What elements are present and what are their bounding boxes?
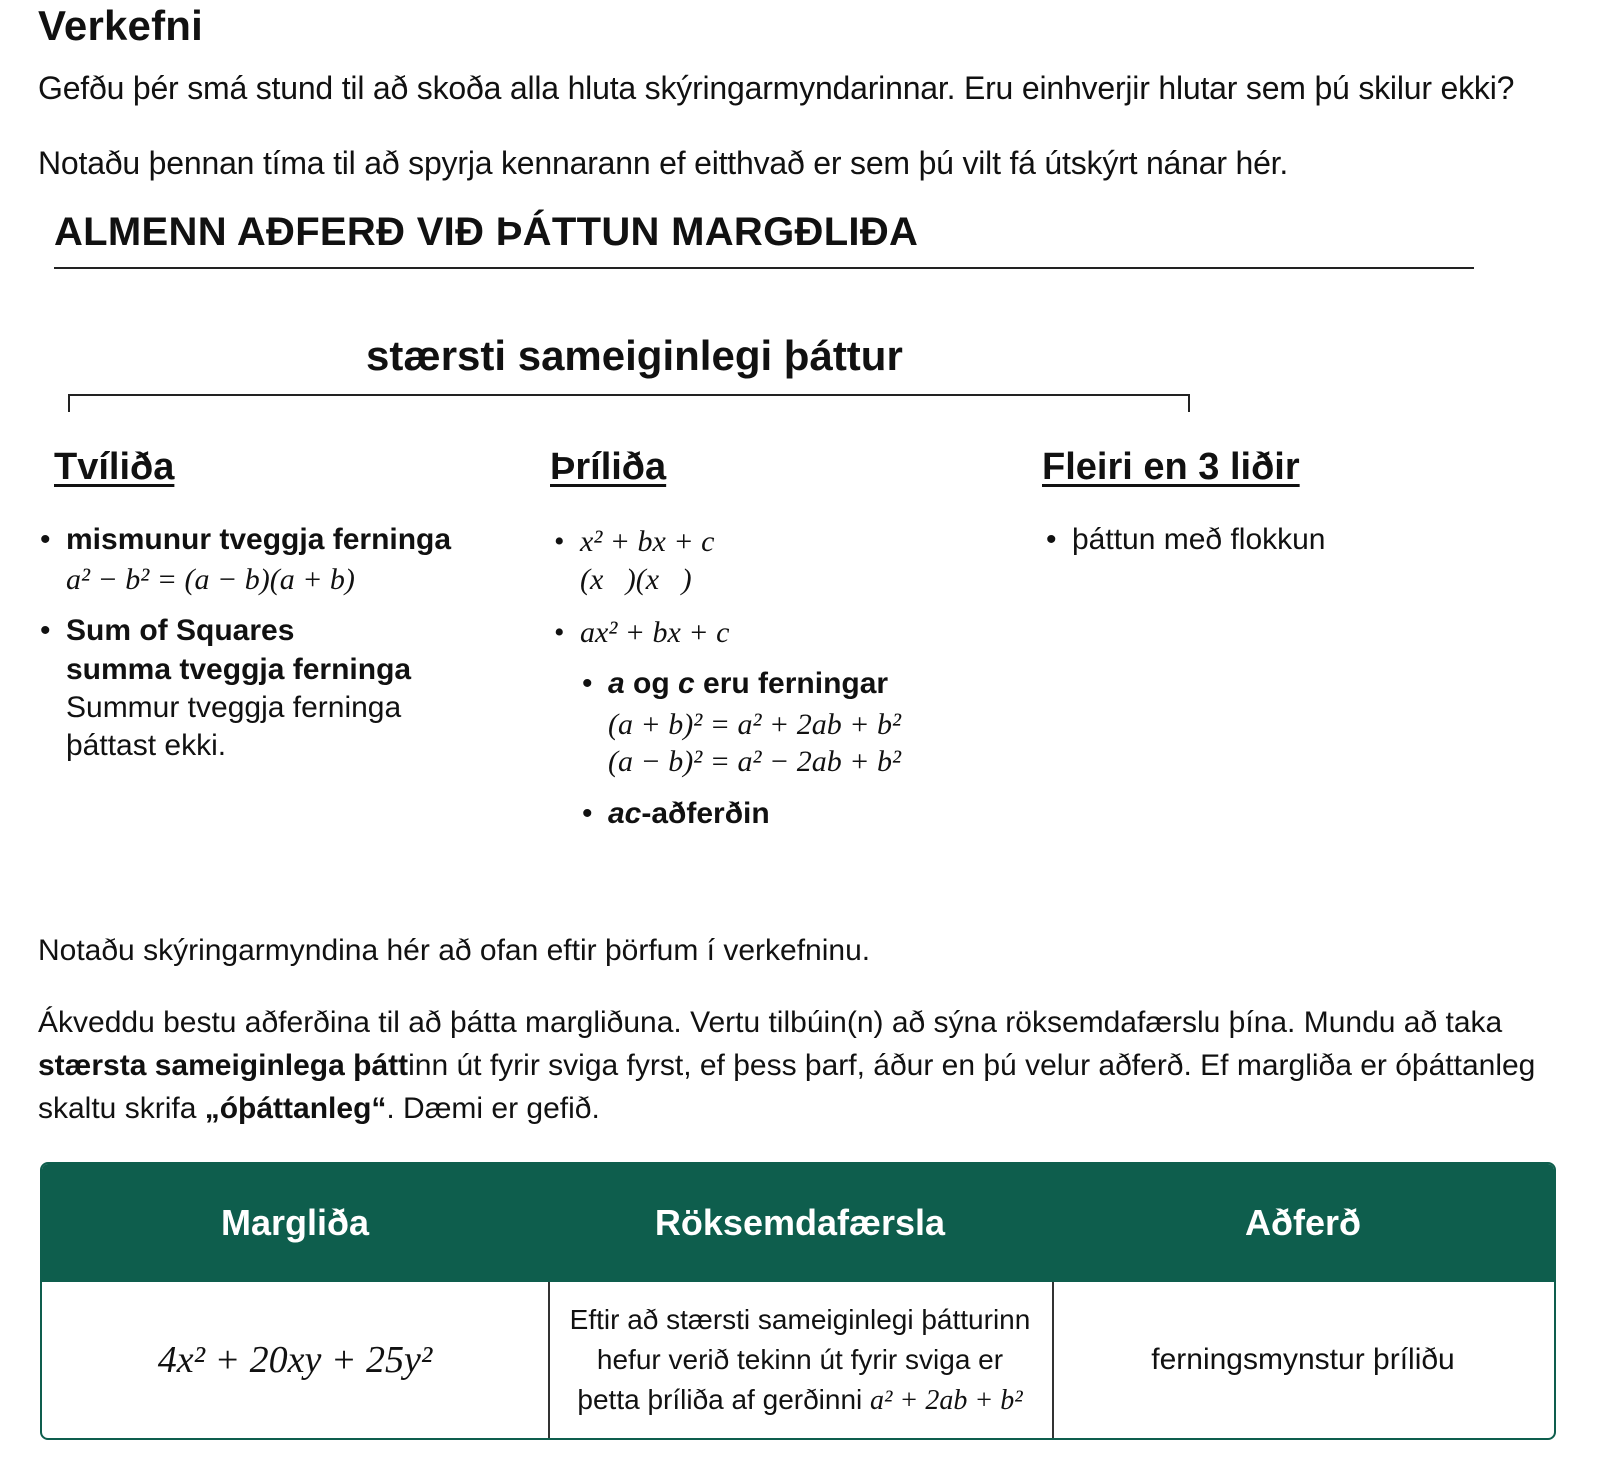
ac-method: • ac-aðferðin: [608, 797, 770, 831]
header-polynomial: Margliða: [220, 1202, 370, 1243]
column-heading-more-terms: Fleiri en 3 liðir: [1042, 446, 1300, 488]
instruction-use-diagram: Notaðu skýringarmyndina hér að ofan eftir þörfum í verkefninu.: [38, 934, 871, 967]
perfect-square-formula-plus: (a + b)² = a² + 2ab + b²: [608, 708, 901, 741]
diagram-title: ALMENN AÐFERÐ VIÐ ÞÁTTUN MARGÐLIÐA: [54, 210, 919, 254]
sum-squares-subtitle: summa tveggja ferninga: [66, 653, 412, 686]
column-heading-binomial: Tvíliða: [54, 446, 175, 488]
sum-squares-note-1: Summur tveggja ferninga: [66, 691, 402, 724]
example-polynomial: 4x² + 20xy + 25y²: [157, 1339, 433, 1381]
intro-text-2: Notaðu þennan tíma til að spyrja kennarann ef eitthvað er sem þú vilt fá útskýrt nánar hér.: [38, 145, 1289, 181]
diff-squares-title: • mismunur tveggja ferninga: [66, 523, 451, 557]
sum-squares-title: • Sum of Squares: [66, 614, 294, 648]
diff-squares-formula: a² − b² = (a − b)(a + b): [66, 563, 355, 596]
sum-squares-note-2: þáttast ekki.: [66, 729, 227, 762]
example-reasoning-formula: a² + 2ab + b²: [870, 1384, 1023, 1416]
simple-trinomial-pattern: (x )(x ): [580, 563, 692, 596]
example-reasoning-line-2: hefur verið tekinn út fyrir sviga er: [596, 1343, 1004, 1375]
column-heading-trinomial: Þríliða: [550, 446, 667, 488]
table-header: [42, 1164, 1554, 1282]
example-method-cell: [1052, 1282, 1554, 1438]
example-reasoning-cell: [548, 1282, 1052, 1438]
example-reasoning-line-3: þetta þríliða af gerðinni: [577, 1383, 863, 1415]
branch-bracket: [68, 394, 1190, 412]
example-table: [40, 1162, 1556, 1440]
table-row: [42, 1282, 548, 1438]
general-trinomial-form: • ax² + bx + c: [580, 616, 729, 650]
instruction-task: Ákveddu bestu aðferðina til að þátta margliðuna. Vertu tilbúin(n) að sýna röksemdafærslu þína. Mundu að taka stærsta sameiginlega þáttinn út fyrir sviga fyrst, ef þess þarf, áður en þú velur aðferð. Ef margliða er óþáttanleg skaltu skrifa „óþáttanleg“. Dæmi er gefið.: [38, 1006, 1536, 1125]
title-divider: [54, 267, 1474, 269]
gcf-label: stærsti sameiginlegi þáttur: [366, 332, 903, 379]
example-method: ferningsmynstur þríliðu: [1151, 1343, 1455, 1376]
page-title: Verkefni: [38, 2, 204, 49]
example-reasoning-line-1: Eftir að stærsti sameiginlegi þátturinn: [569, 1303, 1031, 1335]
perfect-square-title: • a og c eru ferningar: [608, 667, 888, 701]
perfect-square-formula-minus: (a − b)² = a² − 2ab + b²: [608, 745, 901, 778]
simple-trinomial-form: • x² + bx + c: [580, 525, 714, 559]
header-reasoning: Röksemdafærsla: [654, 1202, 946, 1243]
intro-text-1: Gefðu þér smá stund til að skoða alla hluta skýringarmyndarinnar. Eru einhverjir hlutar sem þú skilur ekki?: [38, 70, 1515, 106]
grouping-method: • þáttun með flokkun: [1072, 523, 1326, 557]
header-method: Aðferð: [1245, 1202, 1361, 1243]
